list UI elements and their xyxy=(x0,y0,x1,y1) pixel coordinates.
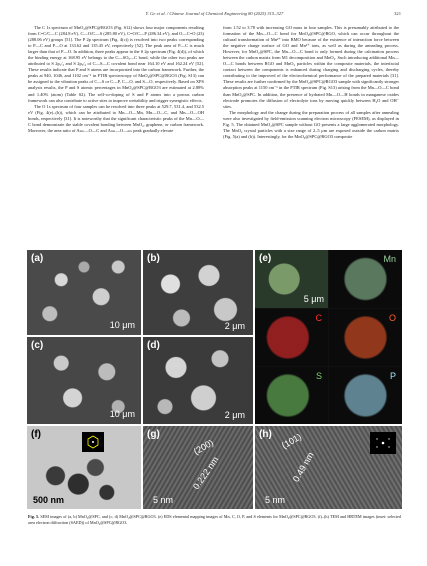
caption-label: Fig. 5. xyxy=(28,514,40,519)
paragraph: The C 1s spectrum of MnO₂@SPC@RGO3 (Fig. S12) shows four major components resulting from C=C/C—C (284.8 eV), C—O/C—S (285.80 eV), C=O/C—P (286.34 eV), and O—C=O (23)(288.06 eV) groups [51]. The P 2p spectrum (Fig. 4(c)) is resolved into two peaks corresponding to P—C and P—O at 133.62 and 135.45 eV, respectively [52]. The peak area of P—C is much larger than that of P—O. In addition, three peaks appear in the S 2p spectrum (Fig. 4(d)), of which the binding energy at 168.95 eV belongs to the C—SOₓ—C bond, while the other two peaks are attributed to S 2p₁/₂ and S 2p₃/₂ of C—S—C covalent bond near 164.10 eV and 162.24 eV [52]. These results indicate that P and S atoms are incorporated into the carbon framework. Further, the peaks at 940, 1046, and 1102 cm⁻¹ in FTIR spectroscopy of MnO₂@SPC@RGO3 (Fig. S13) can be assigned to the vibration peaks of C—S or C—P, C—O, and S—O, respectively. Based on XPS analysis results, the P and S atomic percentages in MnO₂@SPC@RGO3 are estimated at 2.88% and 1.40% (atom) (Table S2). The self-co-doping of S and P atoms into a porous carbon framework can also contribute to active sites to improve wettability and trigger synergistic effects. xyxy=(28,25,204,103)
element-label: C xyxy=(315,313,322,323)
paragraph: The morphology and the change during the preparation process of all samples after annealing were also investigated by field-emission scanning electron microscopy (FESEM), as displayed in Fig. 5. The obtained MnO₂@SPC sample without GO presents a large agglomerated morphology. The MnO₂ crystal particles with a size range of 2–5 μm are exposed outside the carbon matrix (Fig. 5(a) and (b)). Interestingly, for the MnO₂@SPC@RGO3 composite xyxy=(223,109,399,139)
sem-panel-b xyxy=(143,250,253,335)
panel-label: (e) xyxy=(259,253,272,264)
diffraction-spots-icon xyxy=(370,432,396,454)
scale-bar: 10 μm xyxy=(109,320,135,330)
eds-reference-image xyxy=(255,250,328,308)
caption-text: SEM images of (a, b) MnO₂@SPC, and (c, d) MnO₂@SPC@RGO3. (e) EDS elemental mapping images of Mn, C, O, P, and S elements for MnO₂@SPC@RGO3. (f)–(h) TEM and HRTEM images (inset: selected area electron diffraction (SAED)) of MnO₂@SPC@RGO3. xyxy=(28,514,401,525)
scale-bar: 10 μm xyxy=(109,409,135,419)
hrtem-panel-h xyxy=(255,426,402,509)
figure-5 xyxy=(27,250,402,509)
eds-map-mn xyxy=(329,250,402,308)
scale-bar: 5 nm xyxy=(153,495,174,505)
panel-label: (a) xyxy=(31,253,44,264)
scale-bar: 2 μm xyxy=(224,321,245,331)
sem-panel-c xyxy=(27,337,141,424)
saed-inset xyxy=(82,432,104,452)
lattice-plane-label: (101) xyxy=(279,431,304,451)
sem-panel-d xyxy=(143,337,253,424)
sem-panel-a xyxy=(27,250,141,335)
eds-map-c xyxy=(255,309,328,366)
eds-map-s xyxy=(255,367,328,424)
scale-bar: 5 nm xyxy=(265,495,286,505)
panel-label: (h) xyxy=(259,429,272,440)
paragraph: The O 1s spectrum of four samples can be resolved into three peaks at 529.7, 531.4, and 532.5 eV (Fig. 4(e)–(h)), which can be attributed to Mn—O—Mn, Mn—O—C, and Mn—O—OH bonds, respectively [31]. It is noteworthy that the significant characteristic peaks of the Mn—O—C bond demonstrate the stable covalent bonding between MnO₂, graphene, or carbon framework. Moreover, the area ratio of Aₘₙ—O—C and Aₘₙ—O—ₘₙ peak gradually elevate xyxy=(28,103,204,133)
element-label: O xyxy=(388,313,396,323)
eds-map-p xyxy=(329,367,402,424)
panel-label: (c) xyxy=(31,340,44,351)
panel-label: (b) xyxy=(147,253,160,264)
page-number: 321 xyxy=(394,11,401,16)
eds-map-o xyxy=(329,309,402,366)
right-column xyxy=(223,25,399,140)
lattice-spacing-label: 0.222 nm xyxy=(190,454,221,492)
paragraph: from 1.52 to 3.78 with increasing GO mass in four samples. This is presumably attributed to the formation of the Mn—O—C bond for MnO₂@SPC@RGO, which can occur throughout the cultural transformation of Mn²⁺ into BMO because of the existence of interaction force between the negative charge surface of GO and Mn²⁺ ions, as well as during the annealing process. However, for MnO₂@SPC, the Mn—O—C bond is only formed during the calcination process between the carbon matrix from M1 decomposition and MnO₂. Such introducing additional Mn—O—C bonds between RGO and MnO₂ particles within the composite materials, the interfacial contact between the components is enhanced during charging and discharging cycles, thereby contributing to the improved of the electrochemical performance of the prepared materials [31]. These results are further confirmed by the MnO₂@SPC@RGO3 sample with significantly stronger absorption peaks at 1150 cm⁻¹ in the FTIR spectrum (Fig. S13) arising from the Mn—O—C bond than MnO₂@SPC. In addition, the presence of hydrated Mn—O—H bonds in manganese oxides electrode promotes the diffusion of electrolyte ions by moving quickly between H₂O and OH⁻ sites. xyxy=(223,25,399,109)
panel-label: (g) xyxy=(147,429,160,440)
figure-caption xyxy=(28,514,401,525)
scale-bar: 500 nm xyxy=(33,495,65,505)
element-label: S xyxy=(315,371,322,381)
eds-panel-e xyxy=(255,250,402,424)
saed-inset xyxy=(370,432,396,454)
lattice-spacing-label: 0.49 nm xyxy=(290,450,316,484)
running-header xyxy=(28,11,401,19)
hexagon-icon xyxy=(85,434,101,450)
lattice-plane-label: (200) xyxy=(191,437,216,457)
journal-citation: Y. Ge et al. / Chinese Journal of Chemical Engineering 80 (2025) 315–327 xyxy=(145,11,284,16)
left-column xyxy=(28,25,204,134)
scale-bar: 2 μm xyxy=(224,410,245,420)
element-label: Mn xyxy=(383,254,396,264)
scale-bar: 5 μm xyxy=(303,294,324,304)
hrtem-panel-g xyxy=(143,426,253,509)
panel-label: (d) xyxy=(147,340,160,351)
tem-panel-f xyxy=(27,426,141,509)
panel-label: (f) xyxy=(31,429,41,440)
element-label: P xyxy=(389,371,396,381)
